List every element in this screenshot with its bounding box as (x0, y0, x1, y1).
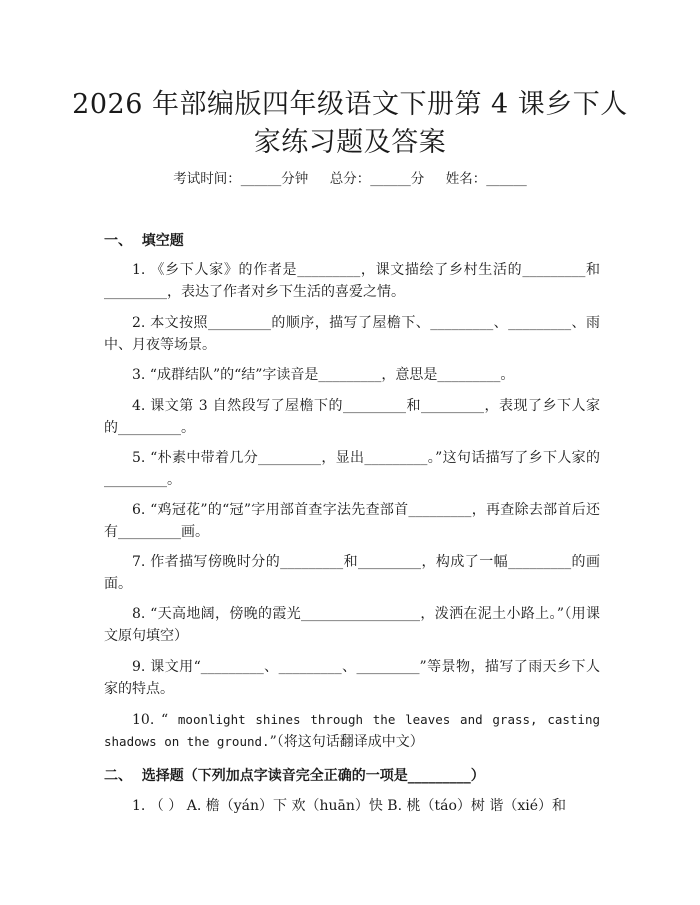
document-title-line-1: 2026 年部编版四年级语文下册第 4 课乡下人 (72, 89, 628, 120)
question-1-10-prefix: 10. “ (132, 712, 169, 728)
question-1-9: 9. 课文用“_________、_________、_________”等景物，描写了雨天乡下人家的特点。 (104, 659, 600, 697)
question-1-3: 3. “成群结队”的“结”字读音是_________，意思是_________。 (132, 367, 515, 383)
section-1-heading: 一、 填空题 (104, 233, 184, 249)
question-1-10-english: moonlight shines through the leaves and grass, casting shadows on the ground. (104, 712, 600, 749)
exam-info-line: 考试时间：______分钟 总分：______分 姓名：______ (173, 171, 527, 187)
question-1-2: 2. 本文按照_________的顺序，描写了屋檐下、_________、_________、雨中、月夜等场景。 (104, 315, 600, 353)
question-1-1: 1. 《乡下人家》的作者是_________，课文描绘了乡村生活的_________和_________，表达了作者对乡下生活的喜爱之情。 (104, 262, 600, 300)
question-1-7: 7. 作者描写傍晚时分的_________和_________，构成了一幅_________的画面。 (104, 554, 600, 592)
question-1-10-suffix: ”（将这句话翻译成中文） (269, 734, 424, 750)
question-2-1: 1. （ ） A. 檐（yán）下 欢（huān）快 B. 桃（táo）树 谐（xié）和 (132, 798, 566, 814)
question-1-6: 6. “鸡冠花”的“冠”字用部首查字法先查部首_________，再查除去部首后还有_________画。 (104, 502, 600, 540)
question-1-8: 8. “天高地阔，傍晚的霞光_________________，泼洒在泥土小路上。”（用课文原句填空） (104, 606, 600, 644)
document-title-line-2: 家练习题及答案 (253, 127, 447, 158)
question-1-5: 5. “朴素中带着几分_________，显出_________。”这句话描写了乡下人家的_________。 (104, 450, 600, 488)
question-1-4: 4. 课文第 3 自然段写了屋檐下的_________和_________，表现了乡下人家的_________。 (104, 398, 600, 436)
section-2-heading: 二、 选择题（下列加点字读音完全正确的一项是_________） (104, 768, 485, 784)
question-1-10 (104, 709, 600, 753)
